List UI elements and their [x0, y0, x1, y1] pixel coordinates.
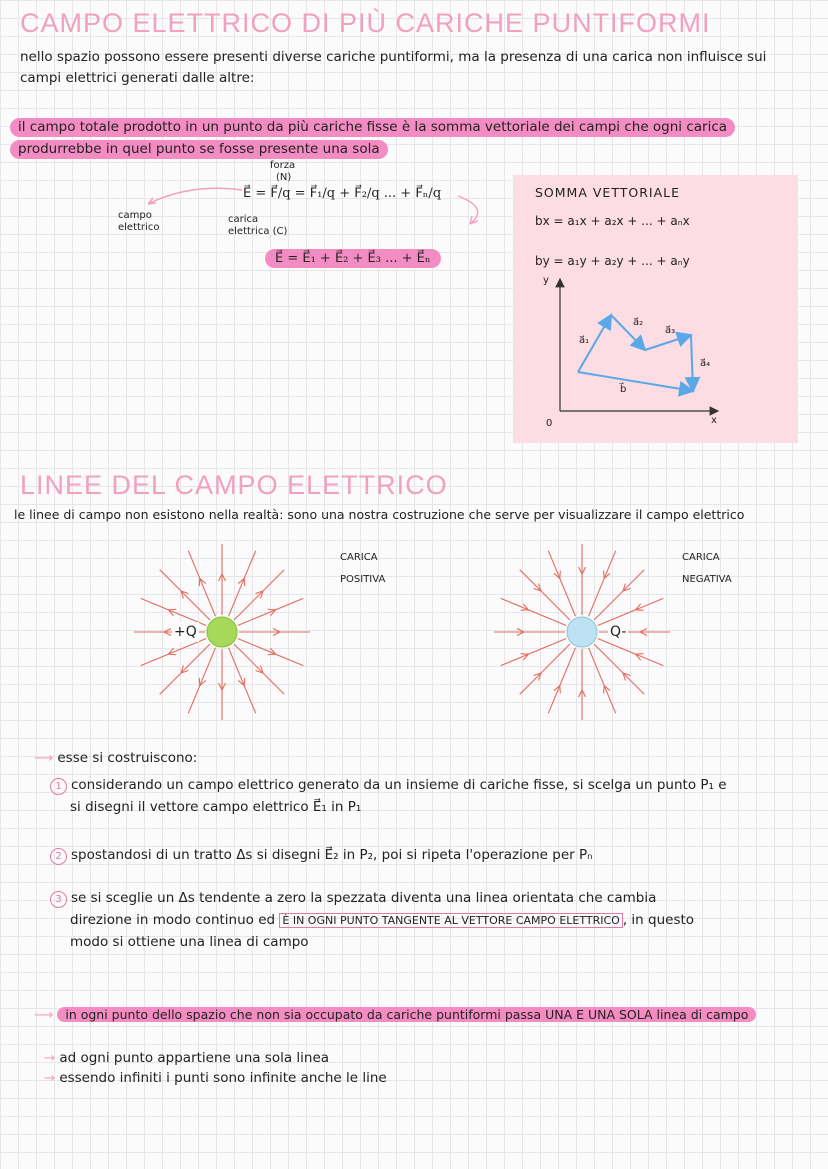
arrow-to-campo — [148, 188, 242, 204]
formula-bx: bx = a₁x + a₂x + ... + aₙx — [535, 214, 690, 228]
highlight-definition-line1: il campo totale prodotto in un punto da più cariche fisse è la somma vettoriale dei campi che ogni carica — [10, 118, 735, 137]
step3-line3: modo si ottiene una linea di campo — [70, 934, 309, 950]
step3-text1: se si sceglie un Δs tendente a zero la spezzata diventa una linea orientata che cambia — [71, 890, 657, 906]
vector-a3 — [645, 335, 691, 350]
step2-number: 2 — [50, 848, 67, 865]
negative-field-line-10 — [520, 570, 570, 620]
positive-field-line-1 — [238, 639, 304, 666]
connector-arrows — [130, 178, 490, 228]
vector-a2-label: a⃗₂ — [633, 317, 644, 328]
construct-title — [34, 748, 197, 768]
negative-field-line-2 — [594, 644, 644, 694]
note2-text: essendo infiniti i punti sono infinite anche le line — [59, 1070, 387, 1086]
negative-field-line-11 — [548, 551, 575, 617]
vector-a1-label: a⃗₁ — [579, 335, 590, 346]
step1-line2: si disegni il vettore campo elettrico E⃗₁ in P₁ — [70, 799, 362, 815]
positive-charge-label: +Q — [174, 624, 197, 640]
negative-charge-label: Q- — [610, 624, 627, 640]
label-newton: (N) — [276, 172, 292, 183]
step2-text: spostandosi di un tratto Δs si disegni E⃗₂ in P₂, poi si ripeta l'operazione per Pₙ — [71, 847, 593, 863]
positive-charge — [207, 617, 237, 647]
label-forza: forza — [270, 160, 296, 171]
origin-label: 0 — [546, 418, 553, 429]
vector-b-label: b⃗ — [620, 384, 627, 395]
highlight-definition-line2: produrrebbe in quel punto se fosse presente una sola — [10, 140, 388, 159]
section-title-campo-elettrico: CAMPO ELETTRICO DI PIÙ CARICHE PUNTIFORMI — [20, 8, 711, 38]
positive-field-line-3 — [229, 648, 256, 714]
field-lines-diagram — [0, 535, 828, 735]
positive-field-line-2 — [234, 644, 284, 694]
vector-a4 — [691, 335, 693, 391]
formula-field-sum: E⃗ = F⃗/q = F⃗₁/q + F⃗₂/q ... + F⃗ₙ/q — [243, 186, 442, 201]
label-elettrico: elettrico — [118, 222, 160, 233]
positive-field-line-6 — [160, 644, 210, 694]
step3-text2b: , in questo — [622, 912, 695, 928]
intro-text-line2: campi elettrici generati dalle altre: — [20, 70, 255, 86]
step2-line — [50, 845, 593, 865]
axis-y-label: y — [543, 275, 549, 286]
vector-sum-title: SOMMA VETTORIALE — [535, 185, 680, 200]
final-highlight-row — [34, 1005, 756, 1025]
vector-sum-box — [513, 175, 798, 443]
step3-line1 — [50, 888, 656, 908]
note-line2 — [44, 1068, 387, 1088]
label-campo: campo — [118, 210, 152, 221]
label-elettrica: elettrica (C) — [228, 226, 288, 237]
construct-title-text: esse si costruiscono: — [57, 750, 198, 766]
vector-a4-label: a⃗₄ — [700, 358, 711, 369]
carica-positiva-label1: CARICA — [340, 552, 378, 563]
negative-field-line-9 — [501, 598, 567, 625]
step3-number: 3 — [50, 891, 67, 908]
formula-total-field: E⃗ = E⃗₁ + E⃗₂ + E⃗₃ ... + E⃗ₙ — [265, 249, 441, 268]
positive-field-line-10 — [160, 570, 210, 620]
step1-line1 — [50, 775, 727, 795]
carica-positiva-label2: POSITIVA — [340, 574, 386, 585]
positive-field-line-5 — [188, 648, 215, 714]
step3-text2a: direzione in modo continuo ed — [70, 912, 276, 928]
positive-field-line-7 — [141, 639, 207, 666]
negative-field-line-13 — [589, 551, 616, 617]
negative-field-line-1 — [598, 639, 664, 666]
section-title-linee-campo: LINEE DEL CAMPO ELETTRICO — [20, 470, 448, 500]
negative-field-line-5 — [548, 648, 575, 714]
negative-charge — [567, 617, 597, 647]
final-highlight: in ogni punto dello spazio che non sia occupato da cariche puntiformi passa UNA E UNA SOLA linea di campo — [57, 1007, 756, 1022]
label-carica: carica — [228, 214, 259, 225]
vector-diagram — [513, 175, 798, 443]
axis-x-label: x — [711, 415, 717, 426]
negative-field-line-14 — [594, 570, 644, 620]
field-lines-intro: le linee di campo non esistono nella realtà: sono una nostra costruzione che serve per visualizzare il campo elettrico — [14, 507, 745, 522]
carica-negativa-label1: CARICA — [682, 552, 720, 563]
step3-line2 — [70, 910, 694, 931]
step1-number: 1 — [50, 778, 67, 795]
positive-field-line-13 — [229, 551, 256, 617]
negative-field-line-3 — [589, 648, 616, 714]
positive-field-line-15 — [238, 598, 304, 625]
tangent-statement-box: È IN OGNI PUNTO TANGENTE AL VETTORE CAMPO ELETTRICO — [279, 913, 622, 928]
positive-field-line-11 — [188, 551, 215, 617]
formula-by: by = a₁y + a₂y + ... + aₙy — [535, 254, 690, 268]
arrow-bullet-icon: → — [44, 1070, 56, 1086]
arrow-bullet-icon: → — [44, 1050, 56, 1066]
vector-b — [578, 372, 693, 391]
negative-field-line-6 — [520, 644, 570, 694]
note1-text: ad ogni punto appartiene una sola linea — [59, 1050, 330, 1066]
vector-a3-label: a⃗₃ — [665, 325, 676, 336]
note-line1 — [44, 1048, 329, 1068]
negative-field-line-7 — [501, 639, 567, 666]
arrow-bullet-icon: ⟶ — [34, 1007, 54, 1023]
positive-field-line-14 — [234, 570, 284, 620]
intro-text-line1: nello spazio possono essere presenti diverse cariche puntiformi, ma la presenza di una carica non influisce sui — [20, 49, 767, 65]
arrow-bullet-icon: ⟶ — [34, 750, 54, 766]
step1-text1: considerando un campo elettrico generato da un insieme di cariche fisse, si scelga un punto P₁ e — [71, 777, 727, 793]
arrow-loop-right — [458, 196, 478, 224]
carica-negativa-label2: NEGATIVA — [682, 574, 732, 585]
